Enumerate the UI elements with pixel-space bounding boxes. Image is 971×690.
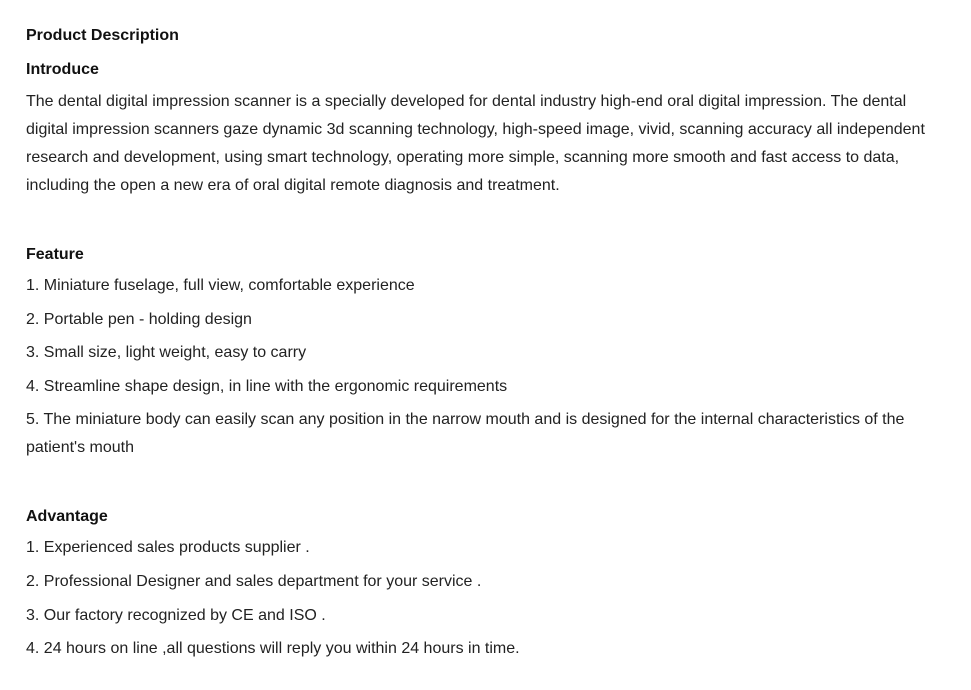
list-item: 2. Portable pen - holding design [26, 310, 252, 328]
feature-section [26, 244, 945, 462]
feature-heading: Feature [26, 246, 84, 263]
introduce-section [26, 59, 945, 200]
introduce-heading: Introduce [26, 61, 99, 78]
list-item: 5. The miniature body can easily scan any position in the narrow mouth and is designed for the internal characteristics of the patient's mouth [26, 411, 905, 457]
list-item: 4. 24 hours on line ,all questions will reply you within 24 hours in time. [26, 640, 520, 658]
introduce-text: The dental digital impression scanner is a specially developed for dental industry high-end oral digital impression. The dental digital impression scanners gaze dynamic 3d scanning technology, high-speed image, vivid, scanning accuracy all independent research and development, using smart technology, operating more simple, scanning more smooth and fast access to data, including the open a new era of oral digital remote diagnosis and treatment. [26, 93, 925, 194]
list-item: 3. Small size, light weight, easy to carry [26, 344, 307, 362]
list-item: 1. Miniature fuselage, full view, comfortable experience [26, 277, 415, 294]
section-spacer [26, 462, 945, 506]
page-title: Product Description [26, 27, 179, 44]
list-item: 1. Experienced sales products supplier . [26, 539, 310, 557]
advantage-list [26, 534, 945, 663]
advantage-section [26, 506, 945, 663]
list-item: 4. Streamline shape design, in line with the ergonomic requirements [26, 377, 508, 395]
advantage-heading: Advantage [26, 508, 108, 526]
list-item: 3. Our factory recognized by CE and ISO . [26, 606, 326, 624]
list-item: 2. Professional Designer and sales department for your service . [26, 572, 482, 590]
feature-list [26, 272, 945, 462]
section-spacer [26, 200, 945, 244]
